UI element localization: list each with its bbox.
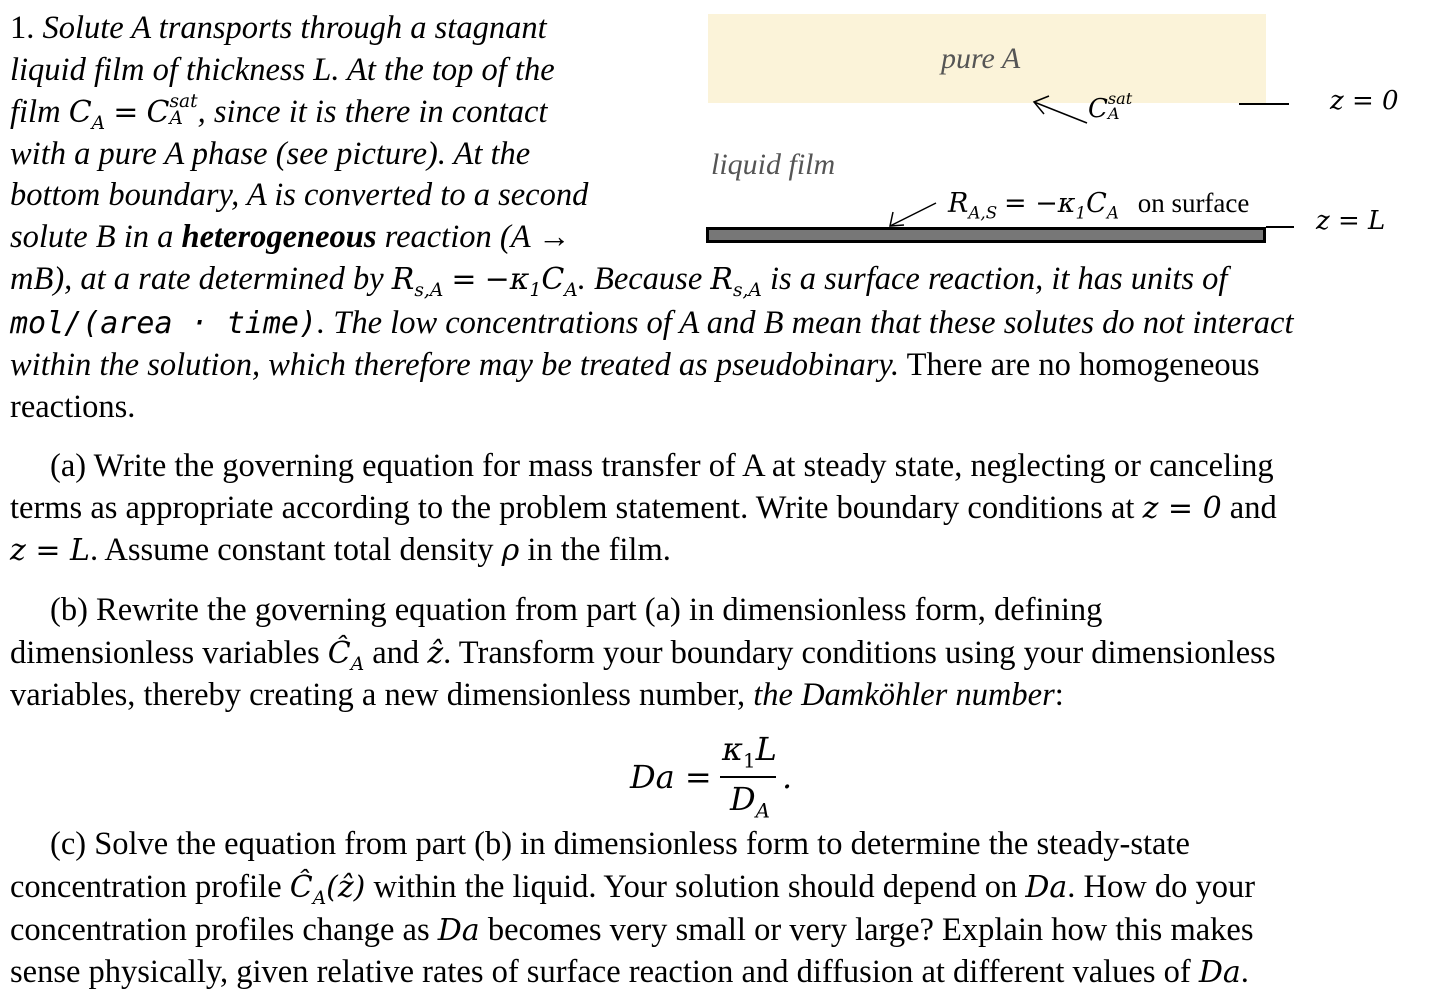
part-c-line2-suffix: . How do your: [1067, 869, 1256, 905]
z0-label: z = 0: [1330, 86, 1399, 116]
part-c-line2-mid: within the liquid. Your solution should depend on: [365, 869, 1026, 905]
da-symbol-3: Da: [1198, 955, 1241, 990]
equals-sign-2: =: [451, 262, 477, 297]
line3-prefix: film: [10, 94, 69, 130]
line9-italic: within the solution, which therefore may be treated as pseudobinary.: [10, 347, 900, 383]
line8-suffix: . The low concentrations of A and B mean that these solutes do not interact: [317, 305, 1294, 341]
rate-RsA-2: $R_{s,A}$: [710, 262, 762, 301]
line9-rest: There are no homogeneous: [899, 347, 1260, 383]
rho-symbol: ρ: [501, 533, 520, 568]
part-a-line-3: [10, 530, 671, 571]
da-period: .: [782, 758, 793, 796]
part-c-line4-suffix: .: [1240, 954, 1249, 990]
chat-A-profile: $Ĉ_A(ẑ)$: [289, 870, 366, 909]
intro-line-1: Solute A transports through a stagnant: [42, 10, 547, 46]
heterogeneous-bold: heterogeneous: [181, 219, 377, 255]
da-numerator: $\kappa_1L$: [722, 730, 777, 773]
problem-line-1: [10, 8, 547, 48]
part-b-line-3: [10, 675, 1064, 715]
part-b-line3-prefix: variables, thereby creating a new dimensionless number,: [10, 677, 754, 713]
liquid-film-label: liquid film: [711, 148, 836, 181]
surface-rate-label: $R_{A,S} = -\kappa_1C_A$ on surface: [948, 188, 1250, 223]
chat-A: $Ĉ_A$: [327, 636, 365, 675]
z0-tick-line: [1239, 103, 1289, 105]
film-diagram: [704, 10, 1424, 260]
equals-sign: =: [113, 95, 139, 130]
part-c-line-1: (c) Solve the equation from part (b) in dimensionless form to determine the steady-state: [50, 826, 1190, 862]
problem-line-9: [10, 345, 1260, 385]
da-fraction-bar: [720, 776, 776, 778]
part-a-line2-prefix: terms as appropriate according to the problem statement. Write boundary conditions at: [10, 490, 1143, 526]
part-b-line2-prefix: dimensionless variables: [10, 635, 328, 671]
intro-line-3: with a pure A phase (see picture). At the: [10, 136, 531, 172]
da-symbol-1: Da: [1025, 870, 1068, 905]
units-expression: mol/(area · time): [10, 306, 318, 341]
problem-line-10: reactions.: [10, 389, 136, 425]
problem-number: 1.: [10, 10, 35, 46]
part-c-line2-prefix: concentration profile: [10, 869, 290, 905]
part-b-line3-suffix: :: [1054, 677, 1064, 713]
problem-line-6: [10, 217, 571, 257]
line6-suffix: reaction (A →: [376, 219, 571, 255]
part-c-line-2: [10, 867, 1255, 908]
rate-RsA: $R_{s,A}$: [391, 262, 444, 301]
conc-CA: $C_A$: [68, 95, 106, 134]
surface-arrow-line: [890, 203, 936, 226]
line3-suffix: , since it is there in contact: [197, 94, 548, 130]
part-a-line3-mid: . Assume constant total density: [89, 532, 502, 568]
part-b-line-1: (b) Rewrite the governing equation from part (a) in dimensionless form, defining: [50, 592, 1103, 628]
part-a-line-2: [10, 488, 1277, 529]
zL-tick-line: [1266, 226, 1294, 228]
conc-CA-sat: C sat A: [146, 90, 198, 130]
part-b-line-2: [10, 633, 1275, 674]
part-b-and: and: [364, 635, 428, 671]
part-c-line4-prefix: sense physically, given relative rates of surface reaction and diffusion at different values of: [10, 954, 1199, 990]
part-c-line-3: [10, 910, 1253, 951]
problem-line-8: [10, 303, 1293, 344]
da-lhs: Da =: [630, 758, 712, 796]
part-c-line3-prefix: concentration profiles change as: [10, 912, 438, 948]
part-a-line-1: (a) Write the governing equation for mass transfer of A at steady state, neglecting or canceling: [50, 448, 1274, 484]
csat-label: C sat A: [1088, 89, 1133, 125]
part-a-line3-suffix: in the film.: [519, 532, 671, 568]
zhat: ẑ: [427, 636, 444, 671]
part-a-line2-suffix: and: [1221, 490, 1277, 526]
line7-prefix: mB), at a rate determined by: [10, 261, 392, 297]
problem-line-3: [10, 92, 547, 133]
part-c-line3-suffix: becomes very small or very large? Explain how this makes: [479, 912, 1254, 948]
part-b-line2-suffix: . Transform your boundary conditions using your dimensionless: [443, 635, 1276, 671]
z-equals-L: z = L: [10, 533, 90, 568]
reactive-surface-plate: [706, 227, 1266, 243]
surface-arrow-head-icon: [890, 212, 904, 226]
rate-expression: $-\kappa_1C_A$: [484, 262, 578, 301]
line7-mid: . Because: [577, 261, 711, 297]
z-equals-0: z = 0: [1142, 491, 1222, 526]
line6-prefix: solute B in a: [10, 219, 182, 255]
part-c-line-4: [10, 952, 1249, 993]
da-symbol-2: Da: [437, 913, 480, 948]
zL-label: z = L: [1316, 206, 1386, 236]
pure-A-label: pure A: [941, 42, 1021, 75]
intro-line-4: bottom boundary, A is converted to a second: [10, 177, 589, 213]
damkohler-number-italic: the Damköhler number: [753, 677, 1055, 713]
da-denominator: $D_A$: [730, 780, 770, 823]
line7-suffix: is a surface reaction, it has units of: [761, 261, 1228, 297]
intro-line-2: liquid film of thickness L. At the top of the: [10, 52, 555, 88]
problem-line-7: [10, 259, 1227, 300]
